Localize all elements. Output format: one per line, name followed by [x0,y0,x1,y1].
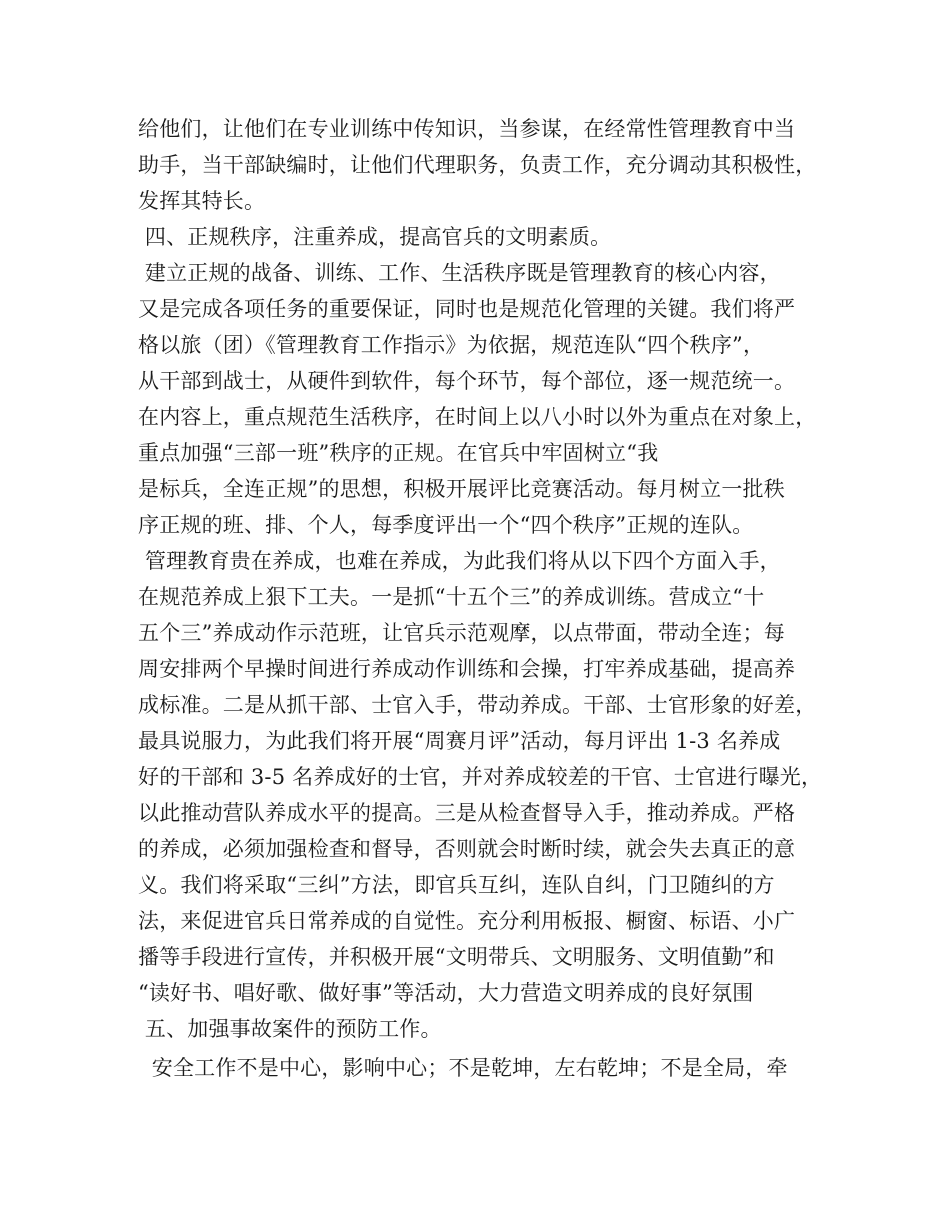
text-line: “读好书、唱好歌、做好事”等活动，大力营造文明养成的良好氛围 [138,981,754,1005]
text-line: 发挥其特长。 [138,189,266,213]
text-line: 重点加强“三部一班”秩序的正规。在官兵中牢固树立“我 [138,441,659,465]
text-line: 管理教育贵在养成，也难在养成，为此我们将从以下四个方面入手， [138,549,781,573]
text-line: 最具说服力，为此我们将开展“周赛月评”活动，每月评出 1-3 名养成 [138,729,781,753]
text-line: 以此推动营队养成水平的提高。三是从检查督导入手，推动养成。严格 [138,801,796,825]
text-line: 助手，当干部缺编时，让他们代理职务，负责工作，充分调动其积极性， [138,153,817,177]
text-line: 周安排两个早操时间进行养成动作训练和会操，打牢养成基础，提高养 [138,657,796,681]
text-line: 建立正规的战备、训练、工作、生活秩序既是管理教育的核心内容， [138,261,781,285]
text-line: 好的干部和 3-5 名养成好的士官，并对养成较差的干官、士官进行曝光， [138,765,823,789]
text-line: 是标兵，全连正规”的思想，积极开展评比竞赛活动。每月树立一批秩 [138,477,785,501]
text-line: 播等手段进行宣传，并积极开展“文明带兵、文明服务、文明值勤”和 [138,945,775,969]
text-line: 在规范养成上狠下工夫。一是抓“十五个三”的养成训练。营成立“十 [138,585,765,609]
text-line: 给他们，让他们在专业训练中传知识，当参谋，在经常性管理教育中当 [138,117,796,141]
text-line: 成标准。二是从抓干部、士官入手，带动养成。干部、士官形象的好差， [138,693,817,717]
section-heading: 五、加强事故案件的预防工作。 [138,1017,442,1041]
text-line: 序正规的班、排、个人，每季度评出一个“四个秩序”正规的连队。 [138,513,754,537]
text-line: 安全工作不是中心，影响中心；不是乾坤，左右乾坤；不是全局，牵 [138,1056,788,1080]
text-line: 在内容上，重点规范生活秩序，在时间上以八小时以外为重点在对象上， [138,405,817,429]
text-line: 五个三”养成动作示范班，让官兵示范观摩，以点带面，带动全连；每 [138,621,785,645]
text-line: 的养成，必须加强检查和督导，否则就会时断时续，就会失去真正的意 [138,837,796,861]
text-line: 法，来促进官兵日常养成的自觉性。充分利用板报、橱窗、标语、小广 [138,909,796,933]
text-line: 从干部到战士，从硬件到软件，每个环节，每个部位，逐一规范统一。 [138,369,796,393]
text-line: 义。我们将采取“三纠”方法，即官兵互纠，连队自纠，门卫随纠的方 [138,873,775,897]
text-line: 格以旅（团）《管理教育工作指示》为依据，规范连队“四个秩序”， [138,333,765,357]
text-line: 又是完成各项任务的重要保证，同时也是规范化管理的关键。我们将严 [138,297,796,321]
section-heading: 四、正规秩序，注重养成，提高官兵的文明素质。 [138,225,612,249]
